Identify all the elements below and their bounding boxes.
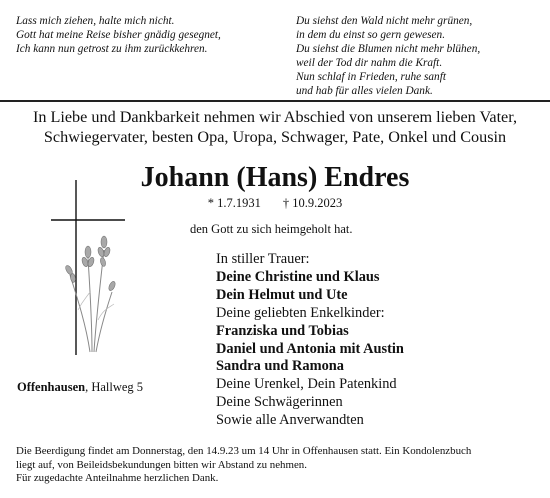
poem-right [296,14,480,98]
poem-right-line: und hab für alles vielen Dank. [296,85,433,97]
poem-right-line: Du siehst die Blumen nicht mehr blühen, [296,43,481,55]
intro-line: In Liebe und Dankbarkeit nehmen wir Abschied von unserem lieben Vater, [32,108,518,126]
poem-left [16,14,221,56]
poem-right-line: weil der Tod dir nahm die Kraft. [296,57,443,69]
mourner-line: Daniel und Antonia mit Austin [216,340,404,357]
mourner-line: Sandra und Ramona [216,358,344,375]
intro-line: Schwiegervater, besten Opa, Uropa, Schwager, Pate, Onkel und Cousin [43,128,507,146]
address-street: , Hallweg 5 [85,380,144,394]
funeral-notice-line: Für zugedachte Anteilnahme herzlichen Dank. [16,472,219,485]
family-address [17,380,143,395]
mourners-list [216,251,404,430]
address-town: Offenhausen [17,380,86,394]
cross-with-wheat-icon [48,180,128,355]
mourner-line: In stiller Trauer: [216,251,310,267]
mourner-line: Dein Helmut und Ute [216,286,348,303]
poem-right-line: in dem du einst so gern gewesen. [296,29,446,41]
poem-left-line: Lass mich ziehen, halte mich nicht. [16,15,175,27]
mourner-line: Franziska und Tobias [216,322,349,339]
funeral-notice-line: liegt auf, von Beileidsbekundungen bitten wir Abstand zu nehmen. [16,458,307,471]
mourner-line: Deine Schwägerinnen [216,394,343,411]
intro-text [0,107,550,147]
called-home-text: den Gott zu sich heimgeholt hat. [190,222,353,236]
birth-date: * 1.7.1931 [207,196,261,210]
funeral-notice [16,445,471,486]
mourner-line: Sowie alle Anverwandten [216,412,364,429]
poem-right-line: Nun schlaf in Frieden, ruhe sanft [296,71,446,83]
mourner-line: Deine Urenkel, Dein Patenkind [216,376,397,393]
poem-right-line: Du siehst den Wald nicht mehr grünen, [296,15,473,27]
mourner-line: Deine Christine und Klaus [216,268,380,285]
poem-left-line: Ich kann nun getrost zu ihm zurückkehren. [16,43,208,55]
divider-line [0,100,550,102]
poem-left-line: Gott hat meine Reise bisher gnädig gesegnet, [16,29,221,41]
funeral-notice-line: Die Beerdigung findet am Donnerstag, den 14.9.23 um 14 Uhr in Offenhausen statt. Ein Kondolenzbuch [16,445,472,457]
deceased-name: Johann (Hans) Endres [140,162,410,193]
death-date: † 10.9.2023 [282,196,343,210]
mourner-line: Deine geliebten Enkelkinder: [216,304,385,321]
